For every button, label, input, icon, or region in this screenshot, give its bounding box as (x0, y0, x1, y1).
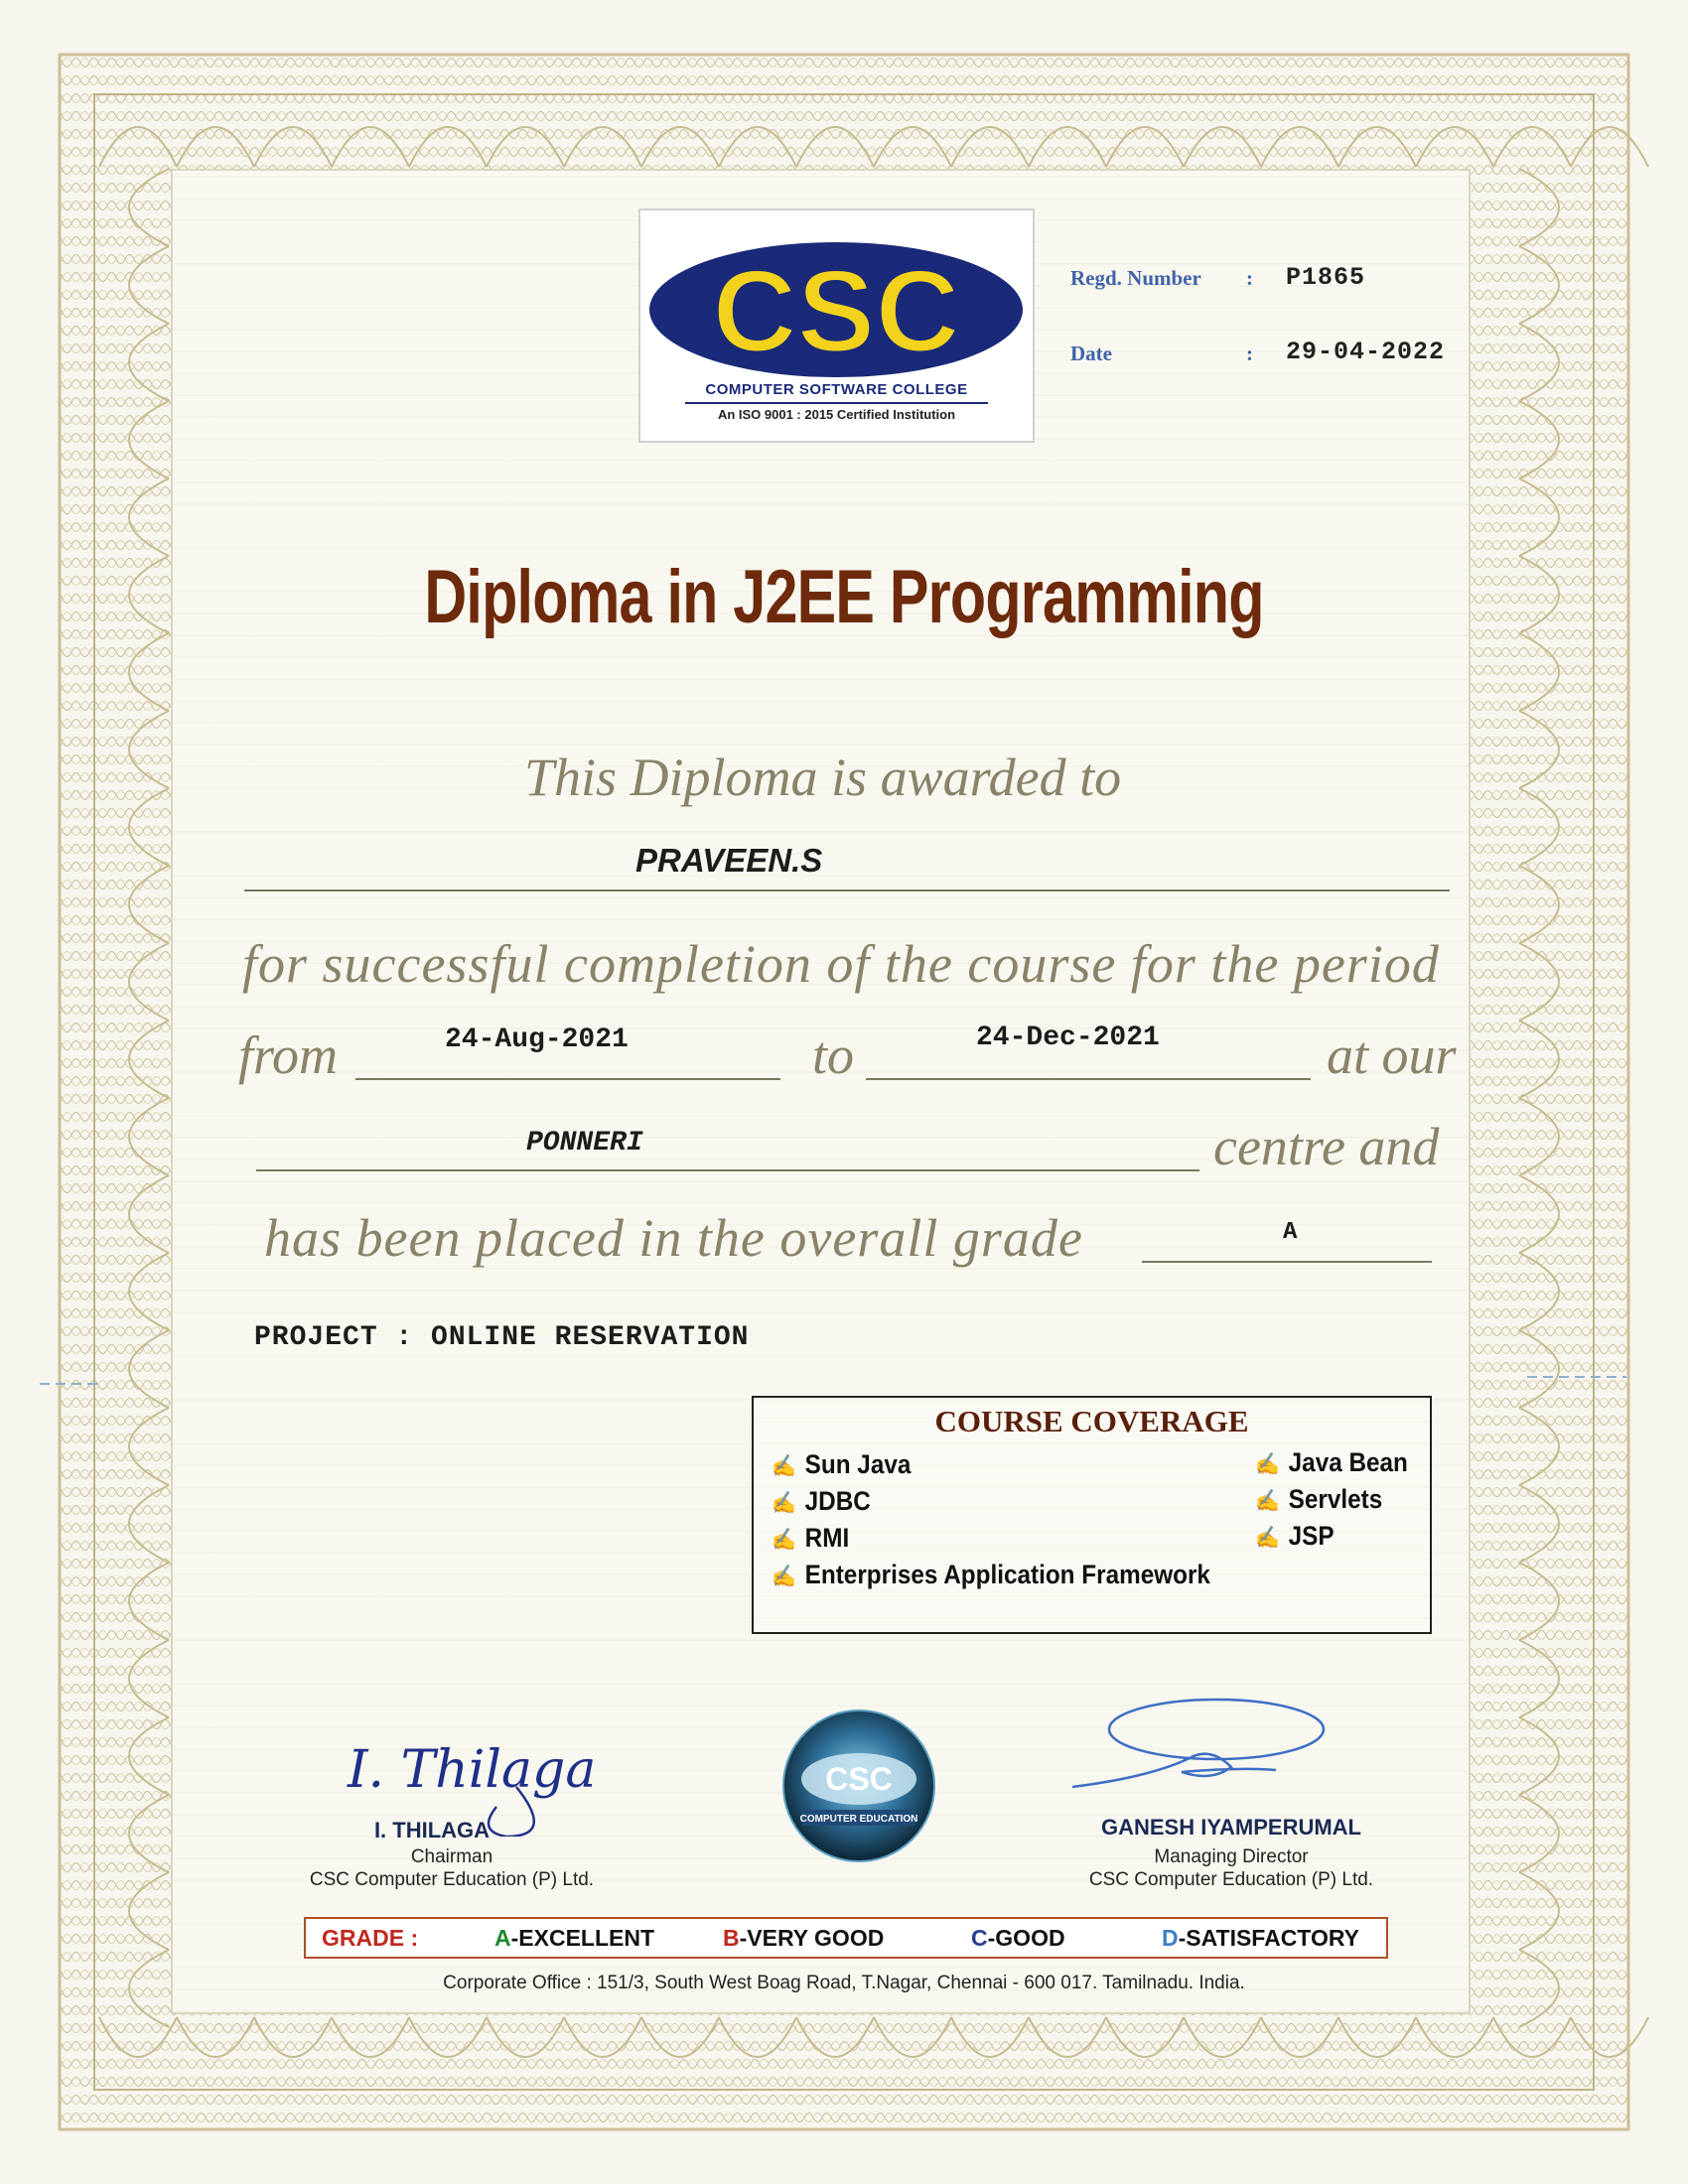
student-name: PRAVEEN.S (635, 842, 823, 879)
coverage-item (1255, 1521, 1335, 1552)
grade-legend-label: GRADE : (322, 1925, 419, 1951)
coverage-item (772, 1523, 849, 1554)
coverage-item (772, 1560, 1210, 1590)
pen-icon: ✍ (1255, 1451, 1280, 1476)
grade-desc: -VERY GOOD (739, 1925, 885, 1951)
college-name: COMPUTER SOFTWARE COLLEGE (705, 381, 968, 398)
project-title: PROJECT : ONLINE RESERVATION (254, 1322, 750, 1353)
coverage-item-label: Java Bean (1288, 1447, 1408, 1477)
coverage-item (772, 1486, 871, 1517)
grade-letter: D (1162, 1925, 1179, 1951)
diploma-title: Diploma in J2EE Programming (424, 555, 1264, 639)
managing-director-name: GANESH IYAMPERUMAL (1101, 1815, 1361, 1840)
grade-item-a (494, 1925, 654, 1952)
to-underline (866, 1078, 1311, 1080)
chairman-role: Chairman (410, 1846, 493, 1867)
to-label: to (812, 1025, 855, 1085)
completion-text: for successful completion of the course for the period (242, 934, 1440, 994)
logo-initials: CSC (712, 246, 960, 377)
pen-icon: ✍ (1255, 1525, 1280, 1550)
regd-number-value: P1865 (1286, 263, 1366, 292)
seal-text: COMPUTER EDUCATION (799, 1814, 918, 1825)
coverage-item (772, 1449, 911, 1480)
csc-logo-mark (640, 210, 1033, 384)
managing-director-signature (1067, 1688, 1326, 1797)
grade-letter: A (494, 1925, 511, 1951)
pen-icon: ✍ (772, 1564, 796, 1588)
pen-icon: ✍ (1255, 1488, 1280, 1513)
chairman-org: CSC Computer Education (P) Ltd. (309, 1869, 595, 1890)
course-coverage-box (752, 1396, 1432, 1634)
pen-icon: ✍ (772, 1490, 796, 1515)
course-coverage-title: COURSE COVERAGE (934, 1404, 1249, 1438)
grade-desc: -EXCELLENT (510, 1925, 655, 1951)
coverage-item-label: Sun Java (804, 1449, 912, 1479)
date-separator: : (1246, 341, 1253, 365)
coverage-item-label: RMI (804, 1523, 850, 1553)
grade-item-c (971, 1925, 1065, 1952)
managing-director-role: Managing Director (1154, 1846, 1309, 1867)
coverage-item-label: Servlets (1288, 1484, 1383, 1514)
chairman-name: I. THILAGA (373, 1818, 491, 1843)
regd-number-label: Regd. Number (1070, 266, 1201, 290)
coverage-item-label: Enterprises Application Framework (804, 1560, 1210, 1589)
regd-separator: : (1246, 266, 1253, 290)
corporate-office-address: Corporate Office : 151/3, South West Boag Road, T.Nagar, Chennai - 600 017. Tamilnadu. India. (443, 1973, 1245, 1993)
grade-item-d (1162, 1925, 1359, 1952)
centre-and-text: centre and (1213, 1117, 1440, 1176)
at-our-text: at our (1327, 1025, 1457, 1085)
grade-item-b (723, 1925, 884, 1952)
grade-letter: C (971, 1925, 988, 1951)
from-date: 24-Aug-2021 (445, 1024, 629, 1055)
chairman-signature-text: I. Thilaga (348, 1740, 596, 1800)
hologram-seal (780, 1706, 937, 1866)
pen-icon: ✍ (772, 1527, 796, 1552)
logo-divider (685, 402, 988, 404)
pen-icon: ✍ (772, 1453, 796, 1478)
awarded-text: This Diploma is awarded to (524, 748, 1122, 807)
grade-underline (1142, 1261, 1432, 1263)
coverage-item (1255, 1447, 1408, 1478)
coverage-item-label: JDBC (804, 1486, 871, 1516)
managing-director-org: CSC Computer Education (P) Ltd. (1088, 1869, 1374, 1890)
certification-text: An ISO 9001 : 2015 Certified Institution (717, 407, 956, 422)
name-underline (244, 889, 1450, 891)
grade-desc: -SATISFACTORY (1178, 1925, 1359, 1951)
centre-underline (256, 1169, 1199, 1171)
date-label: Date (1070, 341, 1112, 365)
fold-mark-right (1527, 1376, 1626, 1378)
grade-letter: B (723, 1925, 740, 1951)
fold-mark-left (40, 1383, 99, 1385)
date-value: 29-04-2022 (1286, 338, 1446, 366)
grade-text: has been placed in the overall grade (264, 1208, 1083, 1268)
to-date: 24-Dec-2021 (976, 1023, 1160, 1053)
college-logo (638, 208, 1035, 443)
seal-initials: CSC (825, 1761, 893, 1797)
centre-name: PONNERI (526, 1128, 643, 1159)
from-label: from (238, 1025, 339, 1085)
grade-desc: -GOOD (987, 1925, 1065, 1951)
overall-grade-value: A (1283, 1219, 1298, 1246)
coverage-item (1255, 1484, 1382, 1515)
from-underline (355, 1078, 780, 1080)
grade-legend (304, 1917, 1388, 1959)
coverage-item-label: JSP (1288, 1521, 1335, 1551)
